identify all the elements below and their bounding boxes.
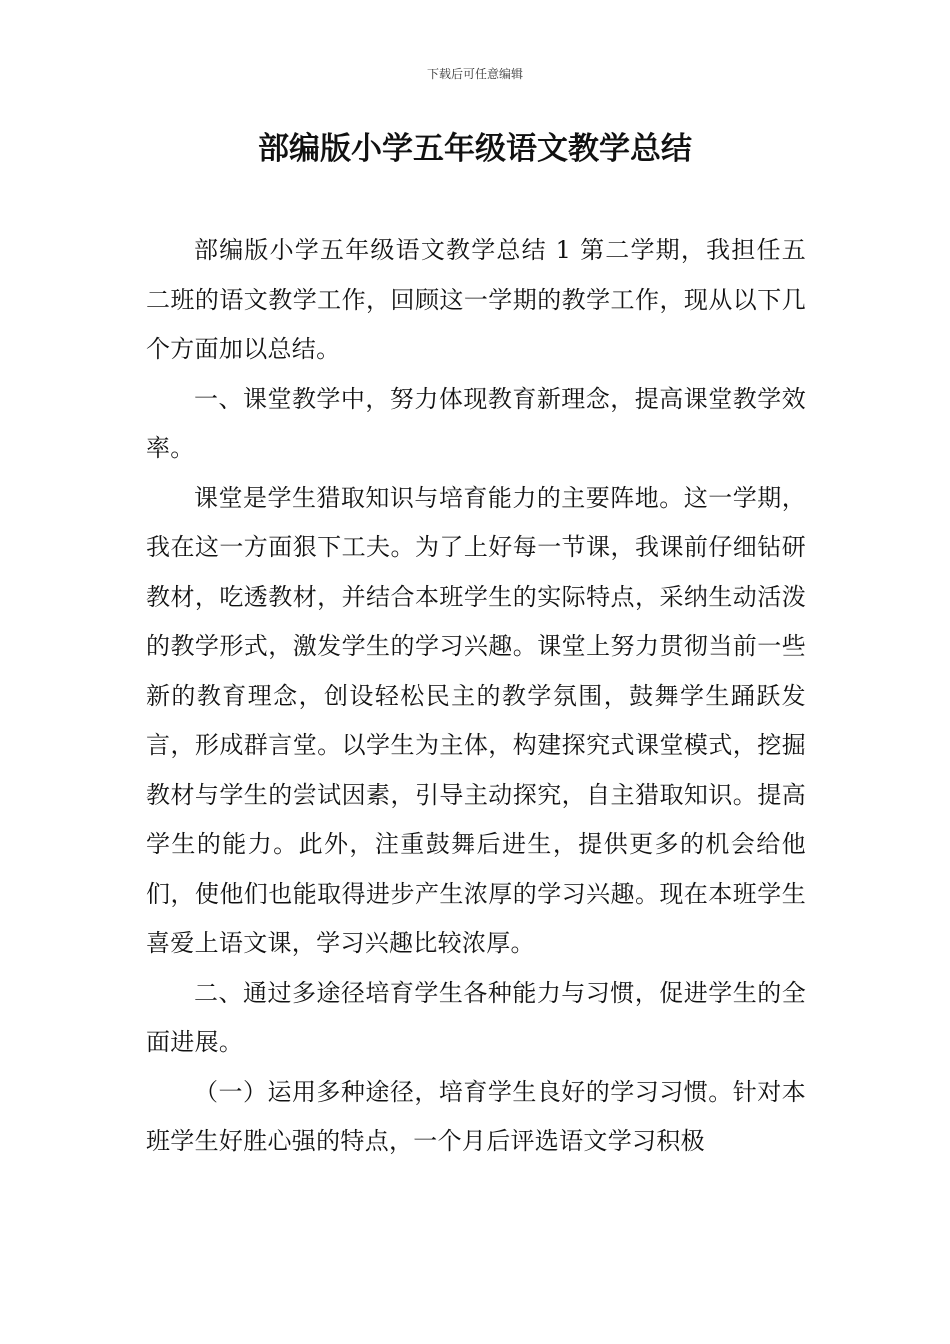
document-body [146, 226, 806, 1167]
paragraph-section-2-heading: 二、通过多途径培育学生各种能力与习惯，促进学生的全面进展。 [146, 978, 806, 1056]
paragraph-section-1-heading: 一、课堂教学中，努力体现教育新理念，提高课堂教学效率。 [146, 384, 806, 462]
header-note: 下载后可任意编辑 [426, 67, 523, 81]
document-title: 部编版小学五年级语文教学总结 [258, 131, 692, 167]
paragraph-classroom-teaching: 课堂是学生猎取知识与培育能力的主要阵地。这一学期，我在这一方面狠下工夫。为了上好每一节课，我课前仔细钻研教材，吃透教材，并结合本班学生的实际特点，采纳生动活泼的教学形式，激发学生的学习兴趣。课堂上努力贯彻当前一些新的教育理念，创设轻松民主的教学氛围，鼓舞学生踊跃发言，形成群言堂。以学生为主体，构建探究式课堂模式，挖掘教材与学生的尝试因素，引导主动探究，自主猎取知识。提高学生的能力。此外，注重鼓舞后进生，提供更多的机会给他们，使他们也能取得进步产生浓厚的学习兴趣。现在本班学生喜爱上语文课，学习兴趣比较浓厚。 [146, 483, 806, 957]
paragraph-intro: 部编版小学五年级语文教学总结 1 第二学期，我担任五二班的语文教学工作，回顾这一学期的教学工作，现从以下几个方面加以总结。 [146, 236, 806, 363]
paragraph-study-habits: （一）运用多种途径，培育学生良好的学习习惯。针对本班学生好胜心强的特点，一个月后评选语文学习积极 [146, 1077, 806, 1155]
